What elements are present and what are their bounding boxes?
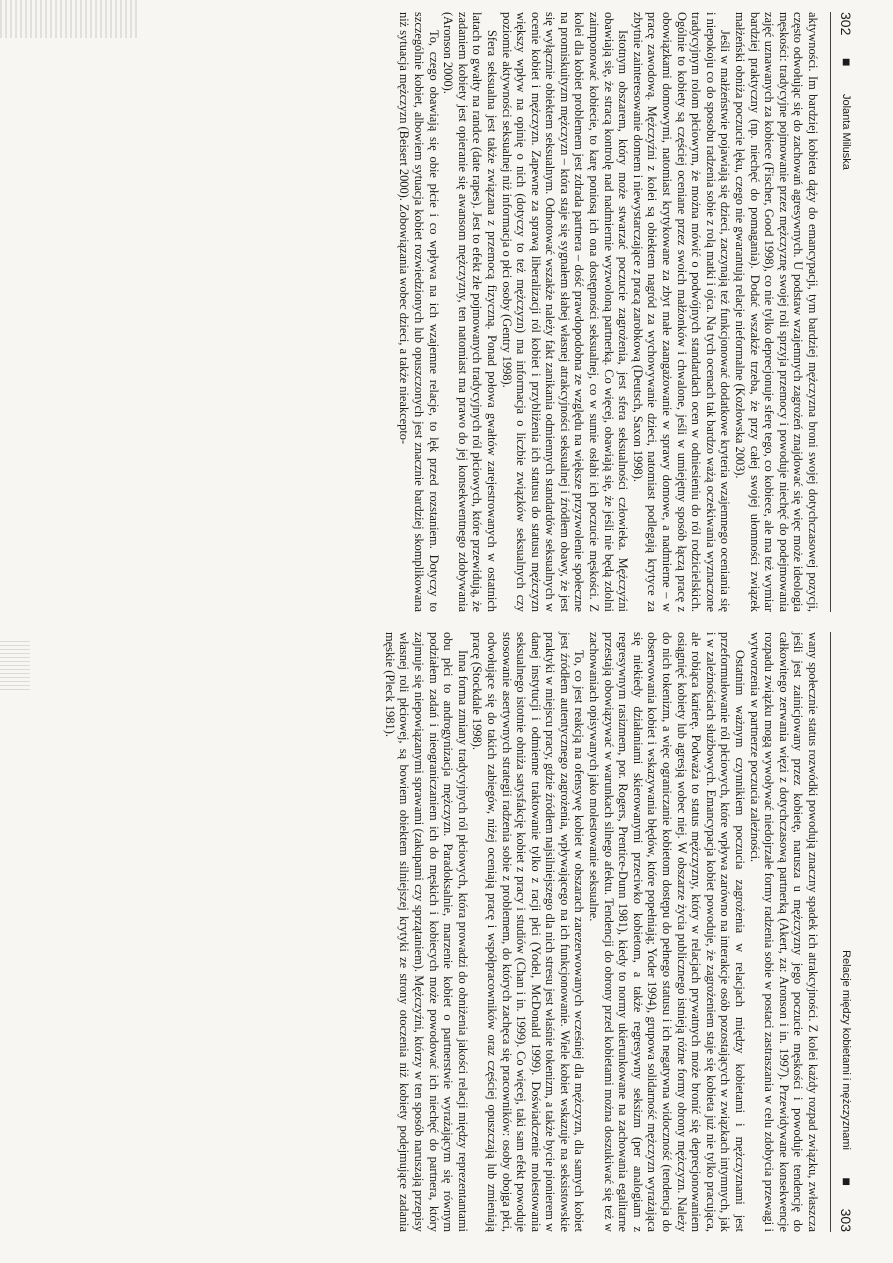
paragraph: Ostatnim ważnym czynnikiem poczucia zagrożenia w relacjach między kobietami i mężczyznami jest przeformułowanie ról płciowych, które wpływa zarówno na interakcje osób pozostających w związkach intymnych, jak i w zależnościach służbowych. Emancypacja kobiet powoduje, że zagrożeniem staje się kobieta już nie tylko pracująca, ale robiąca karierę. Podważa to status mężczyzny, który w relacjach prywatnych może bronić się deprecjonowaniem osiągnięć kobiety lub agresją wobec niej. W obszarze życia publicznego istnieją różne formy obrony mężczyzn. Należy do nich tokenizm, a więc ograniczanie kobietom dostępu do pełnego statusu i ich negatywna widoczność (tendencja do obserwowania kobiet i wskazywania błędów, które popełniają; Yoder 1994), grupowa solidarność mężczyzn wyrażająca się niekiedy działaniami skierowanymi przeciwko kobietom, a także regresywny seksizm (per analogiam z regresywnym rasizmem, por. Rogers, Prentice-Dunn 1981), kiedy to normy ukierunkowane na zachowania egalitarne przestają obowiązywać w warunkach silnego afektu. Tendencji do obrony przed kobietami można doszukiwać się też w zachowaniach opisywanych jako molestowanie seksualne. [587, 632, 748, 1232]
page-number: 302 [838, 12, 854, 36]
header-bullet: ■ [839, 58, 855, 67]
paragraph: Jeśli w małżeństwie pojawiają się dzieci, zaczynają też funkcjonować dodatkowe kryteria wzajemnego oceniania się i niepokoju co do sposobu radzenia sobie z rolą matki i ojca. Na tych ocenach tak bardzo ważą oczekiwania wyznaczone tradycyjnym rolom płciowym, że można mówić o podwójnych standardach ocen w odniesieniu do ról rodzicielskich. Ogólnie to kobiety są częściej oceniane przez swoich małżonków i chwalone, jeśli w umiejętny sposób łączą pracę z obowiązkami domowymi, natomiast krytykowane za zbyt małe zaangażowanie w sprawy domowe, a nadmierne – w pracę zawodową. Mężczyźni z kolei są obiektem nagród za wychowywanie dzieci, natomiast podlegają krytyce za zbytnie zainteresowanie domem i niewystarczające z pracą zarobkową (Deutsch, Saxon 1998). [630, 12, 733, 612]
paragraph: wany społecznie status rozwódki powodują znaczny spadek ich atrakcyjności. Z kolei każdy rozpad związku, zwłaszcza jeśli jest zainicjowany przez kobietę, narusza u mężczyzny jego poczucie męskości i powoduje tendencję do całkowitego zerwania więzi z dotychczasową partnerką (Akert, za: Aronson i in. 1997). Przewidywane konsekwencje rozpadu związku mogą wywoływać niedojrzałe formy radzenia sobie w postaci zastraszania w celu zdobycia przewagi i wytworzenia w partnerze poczucia zależności. [747, 632, 820, 1232]
right-page [37, 632, 857, 1232]
paragraph: aktywności. Im bardziej kobieta dąży do emancypacji, tym bardziej mężczyzna broni swojej dotychczasowej pozycji, często odwołując się do zachowań agresywnych. U podstaw wzajemnych zagrożeń znajdować się więc może ideologia męskości: tradycyjne pojmowanie przez mężczyznę swojej roli sprzyja przemocy i powoduje niechęć do podejmowania zajęć uznawanych za kobiece (Fischer, Good 1998), co nie tylko deprecjonuje sferę tego, co kobiece, ale ma też wymiar bardziej praktyczny (np. niechęć do pomagania). Dodać wszakże trzeba, że przy całej swojej ułomności związek małżeński obniża poczucie lęku, czego nie gwarantują relacje nieformalne (Kozłowska 2003). [733, 12, 820, 612]
paragraph: Istotnym obszarem, który może stwarzać poczucie zagrożenia, jest sfera seksualności człowieka. Mężczyźni obawiają się, że stracą kontrolę nad nadmiernie wyzwoloną partnerką. Co więcej, obawiają się, że jeśli nie będą zdolni zaimponować kobiecie, to karę poniosą ich ona dostępności seksualnej, co w sumie osłabi ich poczucie męskości. Z kolei dla kobiet problemem jest zdrada partnera – dość prawdopodobna ze względu na większe przyzwolenie społeczne na promiskuityzm mężczyzn – która staje się sygnałem słabej własnej atrakcyjności seksualnej i źródłem obawy, że jest się wyłącznie obiektem seksualnym. Odnotować wszakże należy fakt zanikania odmiennych standardów seksualnych w ocenie kobiet i mężczyzn. Zapewne za sprawą liberalizacji ról kobiet i przybliżenia ich statusu do statusu mężczyzn większy wpływ na opinię o nich (dotyczy to też mężczyzn) ma informacja o liczbie związków seksualnych czy poziomie aktywności seksualnej niż informacja o płci osoby (Gentry 1998). [499, 12, 631, 612]
running-head: Jolanta Miluska [840, 94, 852, 170]
left-page-body [397, 12, 820, 612]
page-number: 303 [838, 1208, 854, 1232]
paragraph: To, czego obawiają się obie płcie i co wpływa na ich wzajemne relacje, to lęk przed rozstaniem. Dotyczy to szczególnie kobiet, albowiem sytuacja kobiet rozwiedzionych lub opuszczonych jest znacznie bardziej skomplikowana niż sytuacja mężczyzn (Beisert 2000). Zobowiązania wobec dzieci, a także nieakcepto- [397, 12, 441, 612]
left-page-header [830, 12, 857, 612]
left-page [37, 12, 857, 612]
right-page-body [382, 632, 820, 1232]
paragraph: To, co jest reakcją na ofensywę kobiet w obszarach zarezerwowanych wcześniej dla mężczyzn, dla samych kobiet jest źródłem autentycznego zagrożenia, wpływającego na ich funkcjonowanie. Wiele kobiet wskazuje na seksistowskie praktyki w miejscu pracy, gdzie źródłem najsilniejszego dla nich stresu jest właśnie tokenizm, a także bycie pionierem w danej instytucji i odmienne traktowanie tylko z racji płci (Yodel, McDonald 1999). Doświadczenie molestowania seksualnego istotnie obniża satysfakcję kobiet z pracy i studiów (Chan i in. 1999). Co więcej, taki sam efekt powoduje stosowanie asertywnych strategii radzenia sobie z problemem, do których zachęca się pracowników: osoby obojga płci, odwołujące się do takich zabiegów, niżej oceniają pracę i współpracowników oraz częściej opuszczają lub zmieniają pracę (Stockdale 1998). [470, 632, 587, 1232]
header-bullet: ■ [839, 1177, 855, 1186]
running-head: Relacje między kobietami i mężczyznami [840, 950, 852, 1150]
right-page-header [830, 632, 857, 1232]
paragraph: Sfera seksualna jest także związana z przemocą fizyczną. Ponad połowa gwałtów zarejestrowanych w ostatnich latach to gwałty na randce (date rapes). Jest to efekt złe pojmowanych tradycyjnych ról płciowych, które przewidują, że zadaniem kobiety jest opieranie się awansom mężczyzny, ten natomiast ma prawo do jej konsekwentnego zdobywania (Aronson 2000). [441, 12, 499, 612]
paragraph: Inna forma zmiany tradycyjnych ról płciowych, która prowadzi do obniżenia jakości relacji między reprezentantami obu płci to androgynizacja mężczyzn. Paradoksalnie, marzenie kobiet o partnerstwie wyrażającym się równym podziałem zadań i nieograniczaniem ich do męskich i kobiecych może powodować ich niechęć do partnera, który zajmuje się niepowiązanymi sprawami (zakupami czy sprzątaniem). Mężczyźni, którzy w ten sposób naruszają przepisy własnej roli płciowej, są bowiem obiektem silniejszej krytyki ze strony otoczenia niż kobiety podejmujące zadania męskie (Pleck 1981). [382, 632, 470, 1232]
